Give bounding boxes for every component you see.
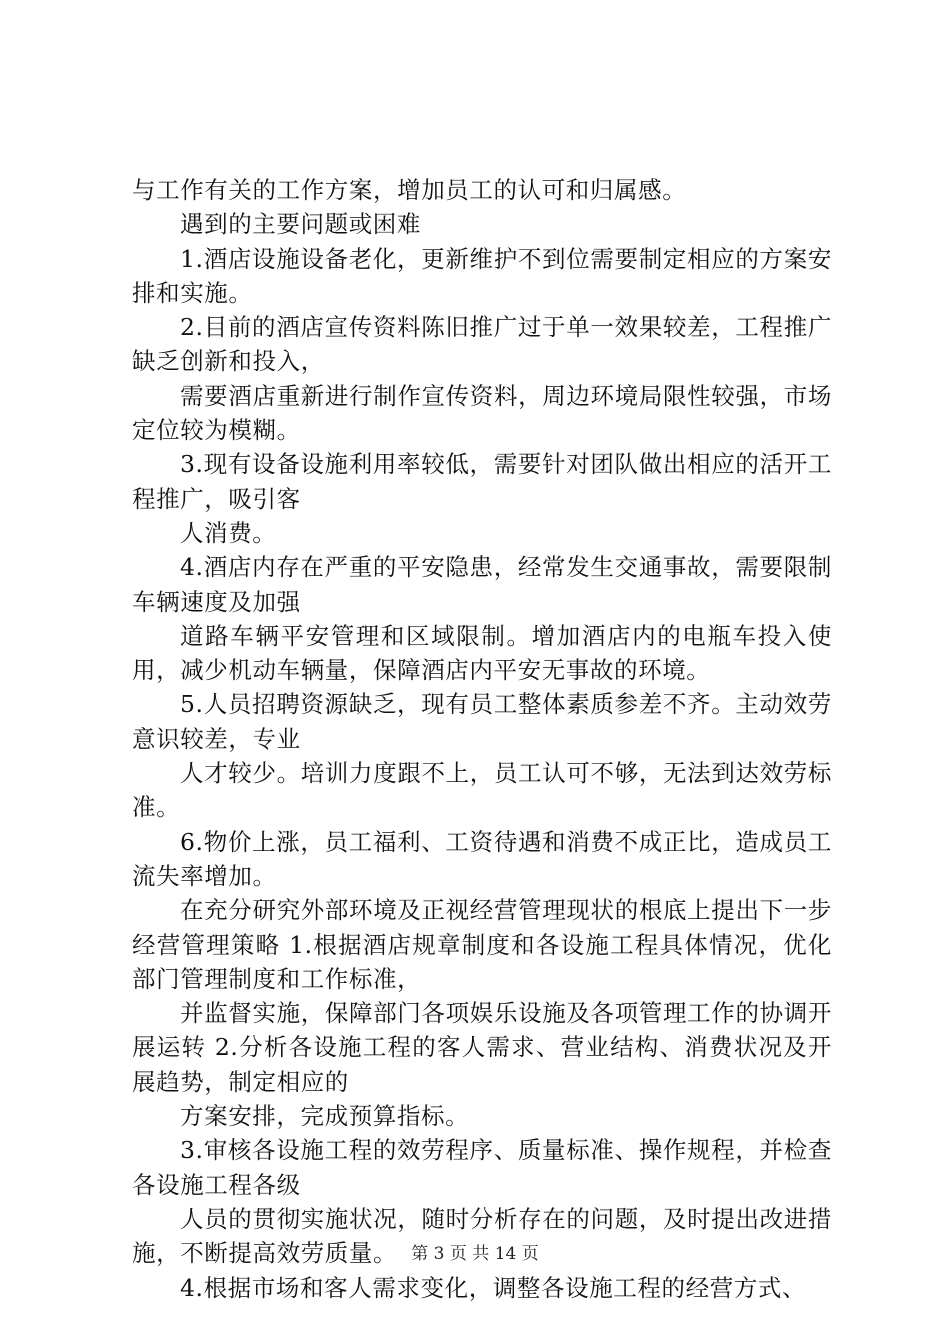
paragraph-7: 人消费。 bbox=[180, 518, 277, 547]
paragraph-3: 1.酒店设施设备老化，更新维护不到位需要制定相应的方案安排和实施。 bbox=[132, 244, 832, 307]
paragraph-4: 2.目前的酒店宣传资料陈旧推广过于单一效果较差，工程推广缺乏创新和投入， bbox=[132, 313, 832, 376]
paragraph-12: 6.物价上涨，员工福利、工资待遇和消费不成正比，造成员工流失率增加。 bbox=[132, 827, 832, 890]
paragraph-16: 3.审核各设施工程的效劳程序、质量标准、操作规程，并检查各设施工程各级 bbox=[132, 1136, 832, 1199]
paragraph-15: 方案安排，完成预算指标。 bbox=[180, 1102, 470, 1131]
paragraph-2: 遇到的主要问题或困难 bbox=[180, 210, 421, 239]
paragraph-1: 与工作有关的工作方案，增加员工的认可和归属感。 bbox=[132, 176, 687, 204]
paragraph-5: 需要酒店重新进行制作宣传资料，周边环境局限性较强，市场定位较为模糊。 bbox=[132, 381, 832, 445]
paragraph-14: 并监督实施，保障部门各项娱乐设施及各项管理工作的协调开展运转 2.分析各设施工程的客人需求、营业结构、消费状况及开展趋势，制定相应的 bbox=[132, 999, 832, 1096]
paragraph-8: 4.酒店内存在严重的平安隐患，经常发生交通事故，需要限制车辆速度及加强 bbox=[132, 553, 832, 616]
paragraph-10: 5.人员招聘资源缺乏，现有员工整体素质参差不齐。主动效劳意识较差，专业 bbox=[132, 690, 832, 753]
paragraph-11: 人才较少。培训力度跟不上，员工认可不够，无法到达效劳标准。 bbox=[132, 759, 832, 822]
paragraph-18: 4.根据市场和客人需求变化，调整各设施工程的经营方式、 bbox=[180, 1273, 807, 1302]
paragraph-17: 人员的贯彻实施状况，随时分析存在的问题，及时提出改进措施，不断提高效劳质量。 bbox=[132, 1204, 832, 1268]
page-footer: 第 3 页 共 14 页 bbox=[411, 1244, 539, 1264]
paragraph-13: 在充分研究外部环境及正视经营管理现状的根底上提出下一步经营管理策略 1.根据酒店规章制度和各设施工程具体情况，优化部门管理制度和工作标准， bbox=[132, 896, 832, 993]
document-body bbox=[132, 173, 832, 1305]
paragraph-9: 道路车辆平安管理和区域限制。增加酒店内的电瓶车投入使用，减少机动车辆量，保障酒店内平安无事故的环境。 bbox=[132, 621, 832, 685]
paragraph-6: 3.现有设备设施利用率较低，需要针对团队做出相应的活开工程推广，吸引客 bbox=[132, 450, 832, 513]
